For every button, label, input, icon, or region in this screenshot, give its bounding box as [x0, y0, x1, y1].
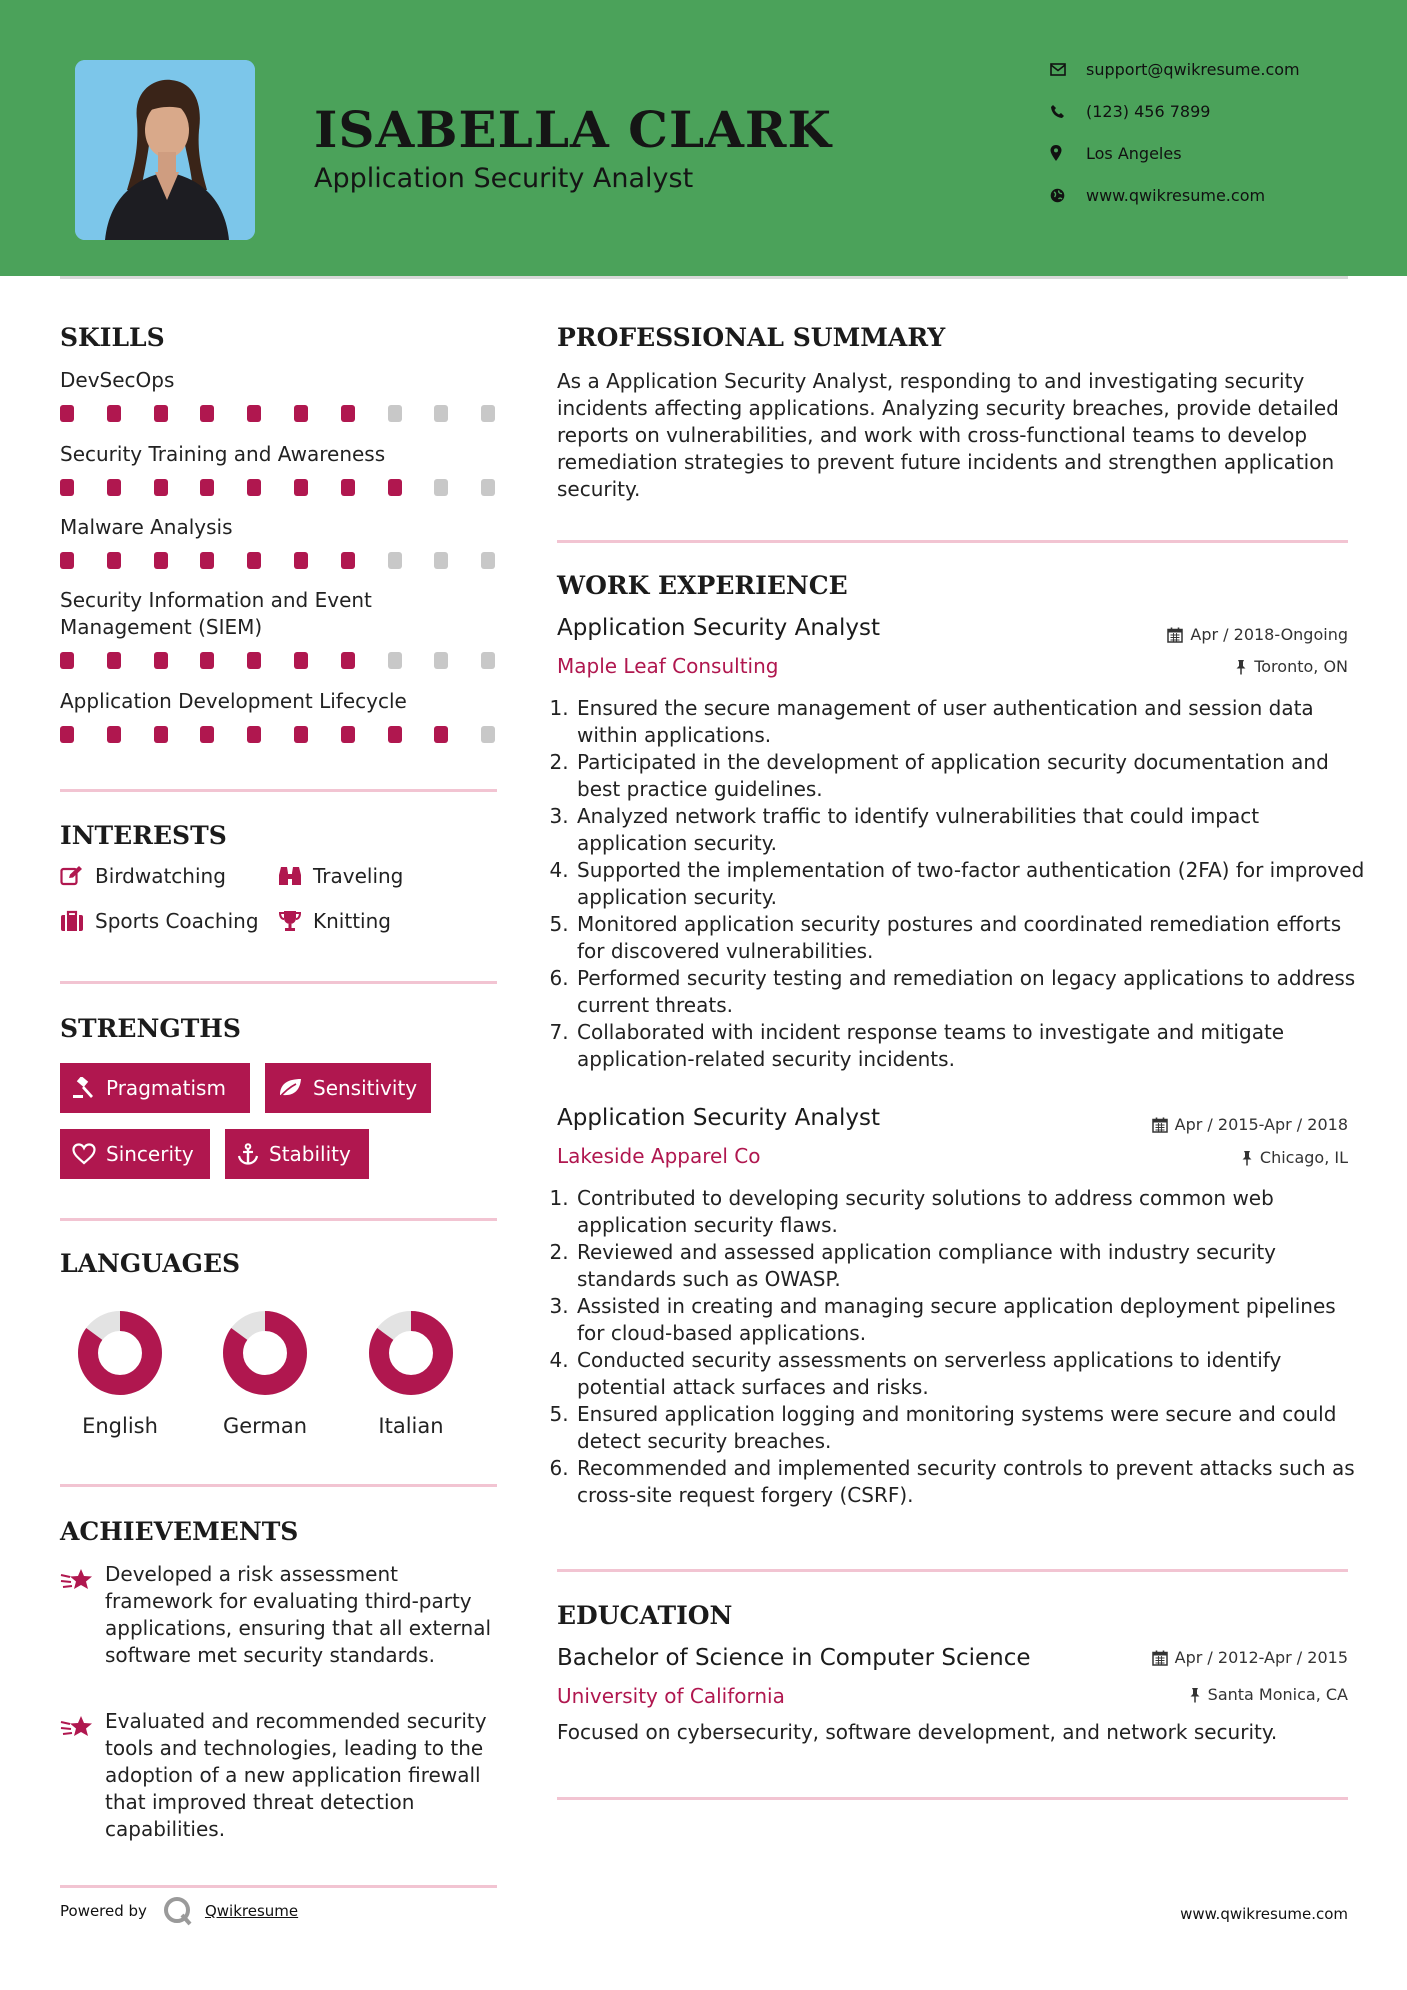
education-location — [1189, 1685, 1348, 1704]
skill-dot — [294, 726, 308, 743]
strength-label: Sincerity — [106, 1142, 194, 1166]
strength-label: Pragmatism — [106, 1076, 226, 1100]
envelope-icon — [1050, 63, 1086, 76]
interests-heading: INTERESTS — [60, 821, 227, 850]
thumbtack-icon — [1241, 1150, 1253, 1166]
skill-dot — [294, 652, 308, 669]
education-location-text: Santa Monica, CA — [1207, 1685, 1348, 1704]
language-chart — [60, 1308, 180, 1402]
calendar-icon — [1152, 1650, 1168, 1666]
skill-dot — [434, 405, 448, 422]
skill-dot — [294, 479, 308, 496]
strengths-heading: STRENGTHS — [60, 1014, 241, 1043]
language-chart — [351, 1308, 471, 1402]
skill-dot — [154, 726, 168, 743]
candidate-name: ISABELLA CLARK — [314, 100, 832, 159]
skill-dot — [107, 479, 121, 496]
strength-label: Stability — [269, 1142, 351, 1166]
skill-dot — [434, 652, 448, 669]
interest-item — [60, 909, 259, 933]
skill-dot — [341, 652, 355, 669]
achievement-text: Evaluated and recommended security tools and technologies, leading to the adoption of a new application firewall that improved threat detection capabilities. — [105, 1709, 487, 1841]
contact-phone[interactable] — [1050, 96, 1380, 126]
shooting-star-icon — [60, 1714, 94, 1740]
skill-dot — [200, 479, 214, 496]
contact-website-text: www.qwikresume.com — [1086, 185, 1266, 205]
job-bullet: 2. Participated in the development of application security documentation and best practice guidelines. — [575, 749, 1365, 803]
interest-item — [278, 864, 403, 888]
job-bullet: 1. Contributed to developing security solutions to address common web application security flaws. — [575, 1185, 1365, 1239]
footer-website[interactable]: www.qwikresume.com — [1180, 1905, 1348, 1923]
language-donut — [351, 1308, 471, 1398]
experience-heading: WORK EXPERIENCE — [557, 571, 848, 600]
job-location — [1241, 1148, 1348, 1167]
job-dates-text: Apr / 2015-Apr / 2018 — [1174, 1115, 1348, 1134]
interest-item — [278, 909, 391, 933]
interest-label: Knitting — [313, 909, 391, 933]
skill-dot — [60, 652, 74, 669]
job-bullets — [553, 1185, 1365, 1509]
phone-icon — [1050, 104, 1086, 119]
job-bullet: 3. Assisted in creating and managing secure application deployment pipelines for cloud-based applications. — [575, 1293, 1365, 1347]
skill-name: Security Information and Event Management (SIEM) — [60, 588, 372, 639]
skill-dot — [154, 405, 168, 422]
leaf-icon — [277, 1077, 303, 1099]
interest-label: Traveling — [313, 864, 404, 888]
language-label: Italian — [378, 1414, 444, 1438]
skill-dot — [154, 552, 168, 569]
section-divider — [557, 540, 1348, 543]
job-bullet: 6. Recommended and implemented security controls to prevent attacks such as cross-site request forgery (CSRF). — [575, 1455, 1365, 1509]
skill-dot — [107, 726, 121, 743]
skill-dot — [200, 726, 214, 743]
skill-dot — [434, 552, 448, 569]
section-divider — [60, 981, 497, 984]
powered-by-text: Powered by — [60, 1902, 147, 1920]
job-dates-text: Apr / 2018-Ongoing — [1190, 625, 1348, 644]
job-location — [1235, 657, 1348, 676]
education-dates-text: Apr / 2012-Apr / 2015 — [1174, 1648, 1348, 1667]
languages-heading: LANGUAGES — [60, 1249, 241, 1278]
language-donut — [205, 1308, 325, 1398]
skill-name: Malware Analysis — [60, 515, 233, 539]
job-role: Application Security Analyst — [557, 1105, 880, 1131]
skill-dot — [388, 726, 402, 743]
thumbtack-icon — [1235, 659, 1247, 675]
header-divider — [60, 276, 1348, 279]
education-description: Focused on cybersecurity, software development, and network security. — [557, 1720, 1278, 1744]
qwikresume-logo-icon — [163, 1896, 193, 1926]
skill-dot — [481, 405, 495, 422]
achievements-heading: ACHIEVEMENTS — [60, 1517, 299, 1546]
skill-dot — [481, 552, 495, 569]
skill-name: Application Development Lifecycle — [60, 689, 407, 713]
strength-tag — [60, 1129, 210, 1179]
candidate-title: Application Security Analyst — [314, 163, 694, 194]
skill-dot — [247, 552, 261, 569]
summary-text: As a Application Security Analyst, responding to and investigating security incidents affecting applications. Analyzing security breaches, provide detailed reports on vulnerabilities, and work with cross-functional teams to develop remediation strategies to prevent future incidents and strengthen application security. — [557, 369, 1339, 501]
calendar-icon — [1152, 1117, 1168, 1133]
job-bullets — [553, 695, 1365, 1073]
job-bullet: 6. Performed security testing and remediation on legacy applications to address current threats. — [575, 965, 1365, 1019]
skill-dot — [60, 405, 74, 422]
skill-dot — [60, 726, 74, 743]
shooting-star-icon — [60, 1567, 94, 1593]
skill-dot — [60, 552, 74, 569]
skill-dot — [481, 726, 495, 743]
skill-dot — [434, 726, 448, 743]
job-location-text: Chicago, IL — [1259, 1148, 1348, 1167]
skill-dot — [481, 479, 495, 496]
skill-dot — [388, 652, 402, 669]
contact-website[interactable] — [1050, 180, 1380, 210]
interest-label: Sports Coaching — [95, 909, 259, 933]
skill-dot — [434, 479, 448, 496]
skill-dot — [154, 479, 168, 496]
globe-icon — [1050, 188, 1086, 203]
skill-dot — [107, 405, 121, 422]
footer-powered-by — [60, 1896, 298, 1926]
skill-dot — [388, 405, 402, 422]
section-divider — [557, 1569, 1348, 1572]
section-divider — [60, 1885, 497, 1888]
section-divider — [60, 1484, 497, 1487]
skill-dot — [60, 479, 74, 496]
section-divider — [60, 1218, 497, 1221]
binoculars-icon — [278, 865, 302, 887]
interest-label: Birdwatching — [95, 864, 226, 888]
job-dates — [1167, 625, 1348, 644]
skill-dot — [388, 479, 402, 496]
skill-name: DevSecOps — [60, 368, 175, 392]
skill-dot — [247, 726, 261, 743]
job-bullet: 2. Reviewed and assessed application compliance with industry security standards such as OWASP. — [575, 1239, 1365, 1293]
skill-dot — [247, 405, 261, 422]
section-divider — [557, 1797, 1348, 1800]
education-school: University of California — [557, 1684, 785, 1708]
language-label: English — [82, 1414, 158, 1438]
profile-photo — [75, 60, 255, 240]
strength-tag — [225, 1129, 369, 1179]
job-dates — [1152, 1115, 1348, 1134]
job-bullet: 4. Conducted security assessments on serverless applications to identify potential attack surfaces and risks. — [575, 1347, 1365, 1401]
education-dates — [1152, 1648, 1348, 1667]
job-company: Lakeside Apparel Co — [557, 1144, 761, 1168]
skill-dot — [107, 552, 121, 569]
contact-location-text: Los Angeles — [1086, 143, 1182, 163]
pencil-square-icon — [60, 865, 84, 887]
skill-dot — [200, 652, 214, 669]
skill-dot — [481, 652, 495, 669]
interest-item — [60, 864, 226, 888]
job-bullet: 4. Supported the implementation of two-factor authentication (2FA) for improved application security. — [575, 857, 1365, 911]
section-divider — [60, 789, 497, 792]
gavel-icon — [72, 1077, 96, 1099]
skill-dot — [107, 652, 121, 669]
skills-heading: SKILLS — [60, 323, 165, 352]
skill-dot — [388, 552, 402, 569]
contact-email-text: support@qwikresume.com — [1086, 59, 1300, 79]
skill-dot — [294, 552, 308, 569]
job-location-text: Toronto, ON — [1254, 657, 1348, 676]
job-company: Maple Leaf Consulting — [557, 654, 779, 678]
strength-tag — [60, 1063, 250, 1113]
anchor-icon — [237, 1143, 259, 1165]
job-bullet: 3. Analyzed network traffic to identify vulnerabilities that could impact application security. — [575, 803, 1365, 857]
skill-dot — [154, 652, 168, 669]
skill-dot — [200, 405, 214, 422]
job-role: Application Security Analyst — [557, 615, 880, 641]
contact-location — [1050, 138, 1380, 168]
job-bullet: 5. Ensured application logging and monitoring systems were secure and could detect security breaches. — [575, 1401, 1365, 1455]
job-bullet: 1. Ensured the secure management of user authentication and session data within applications. — [575, 695, 1365, 749]
skill-dot — [341, 479, 355, 496]
strength-tag — [265, 1063, 431, 1113]
education-heading: EDUCATION — [557, 1601, 733, 1630]
trophy-icon — [278, 910, 302, 932]
language-donut — [60, 1308, 180, 1398]
language-chart — [205, 1308, 325, 1402]
calendar-icon — [1167, 627, 1183, 643]
language-label: German — [222, 1414, 308, 1438]
skill-name: Security Training and Awareness — [60, 442, 386, 466]
skill-dot — [247, 652, 261, 669]
map-pin-icon — [1050, 145, 1086, 161]
thumbtack-icon — [1189, 1687, 1201, 1703]
briefcase-icon — [60, 910, 84, 932]
job-bullet: 5. Monitored application security postures and coordinated remediation efforts for discovered vulnerabilities. — [575, 911, 1365, 965]
job-bullet: 7. Collaborated with incident response teams to investigate and mitigate application-related security incidents. — [575, 1019, 1365, 1073]
skill-dot — [200, 552, 214, 569]
achievement-text: Developed a risk assessment framework for evaluating third-party applications, ensuring that all external software met security standards. — [105, 1562, 492, 1667]
strength-label: Sensitivity — [313, 1076, 418, 1100]
skill-dot — [341, 405, 355, 422]
skill-dot — [341, 552, 355, 569]
skill-dot — [247, 479, 261, 496]
summary-heading: PROFESSIONAL SUMMARY — [557, 323, 946, 352]
skill-dot — [341, 726, 355, 743]
skill-dot — [294, 405, 308, 422]
education-degree: Bachelor of Science in Computer Science — [557, 1645, 1031, 1671]
brand-link[interactable]: Qwikresume — [204, 1902, 299, 1920]
contact-phone-text: (123) 456 7899 — [1086, 101, 1211, 121]
heart-icon — [72, 1143, 96, 1165]
contact-email[interactable] — [1050, 54, 1380, 84]
